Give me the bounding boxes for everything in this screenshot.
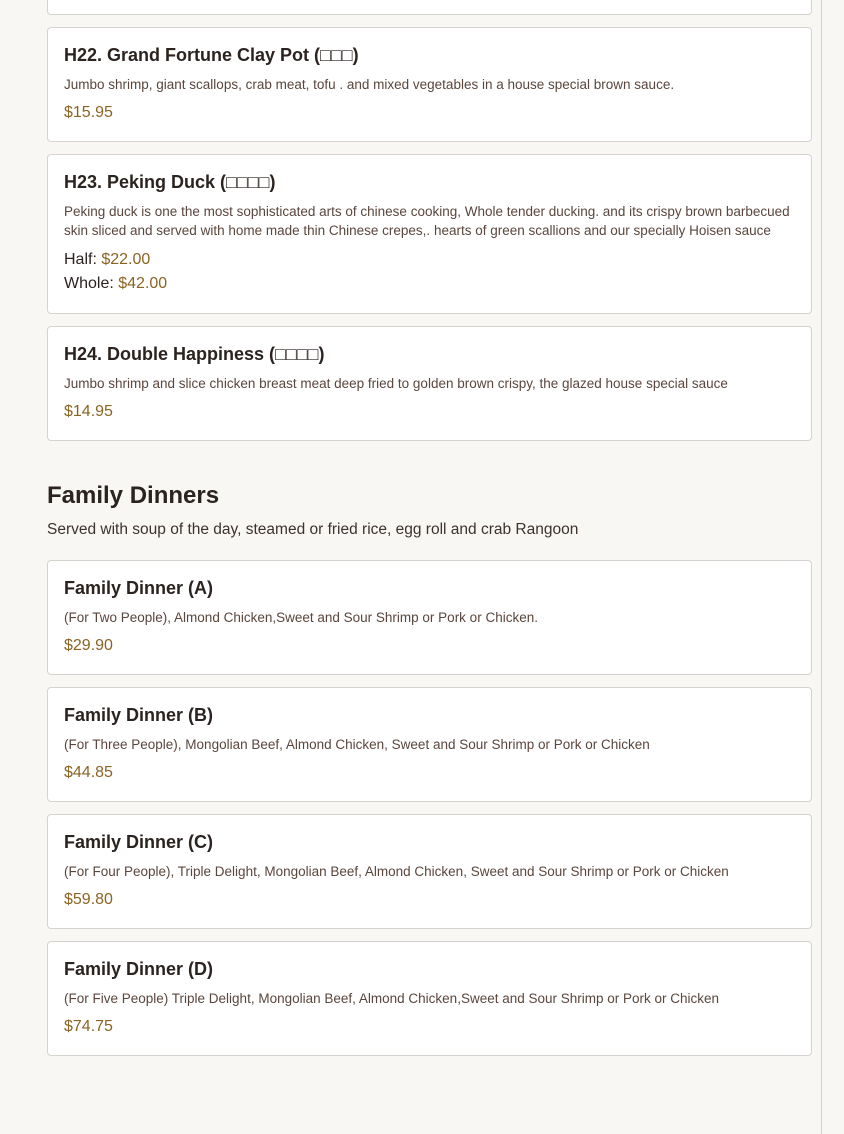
half-price-line (64, 248, 795, 272)
menu-item-card[interactable] (47, 687, 812, 802)
menu-item-title: H24. Double Happiness (□□□□) (64, 344, 325, 364)
menu-item-price: $29.90 (64, 637, 113, 654)
menu-item-description: (For Five People) Triple Delight, Mongolian Beef, Almond Chicken,Sweet and Sour Shrimp or Pork or Chicken (64, 991, 720, 1006)
menu-item-description: (For Four People), Triple Delight, Mongolian Beef, Almond Chicken, Sweet and Sour Shrimp or Pork or Chicken (64, 864, 729, 879)
menu-item-title: Family Dinner (B) (64, 705, 214, 725)
menu-item-price: $59.80 (64, 891, 113, 908)
menu-item-card[interactable] (47, 941, 812, 1056)
menu-item-card[interactable] (47, 154, 812, 314)
menu-item-card[interactable] (47, 560, 812, 675)
half-price-value: $22.00 (101, 251, 151, 268)
menu-item-title: Family Dinner (D) (64, 959, 214, 979)
menu-item-price: $44.85 (64, 764, 113, 781)
section-subtitle: Served with soup of the day, steamed or fried rice, egg roll and crab Rangoon (47, 521, 579, 538)
menu-item-card[interactable] (47, 814, 812, 929)
menu-item-title: Family Dinner (C) (64, 832, 214, 852)
menu-item-description: Jumbo shrimp, giant scallops, crab meat, tofu . and mixed vegetables in a house special brown sauce. (64, 77, 675, 92)
whole-price-label: Whole: (64, 275, 114, 292)
menu-item-description: Jumbo shrimp and slice chicken breast meat deep fried to golden brown crispy, the glazed house special sauce (64, 376, 728, 391)
menu-content (47, 0, 812, 1068)
menu-item-price: $15.95 (64, 104, 113, 121)
menu-item-price: $14.95 (64, 403, 113, 420)
whole-price-line (64, 272, 795, 296)
half-price-label: Half: (64, 251, 97, 268)
menu-item-card[interactable] (47, 27, 812, 142)
menu-item-price: $74.75 (64, 1018, 113, 1035)
menu-item-title: H23. Peking Duck (□□□□) (64, 172, 276, 192)
menu-item-description: Peking duck is one the most sophisticated arts of chinese cooking, Whole tender ducking. and its crispy brown barbecued skin sliced and served with home made thin Chinese crepes,. hearts of green scallions and our specially Hoisen sauce (64, 204, 790, 238)
menu-item-description: (For Two People), Almond Chicken,Sweet and Sour Shrimp or Pork or Chicken. (64, 610, 538, 625)
menu-item-description: (For Three People), Mongolian Beef, Almond Chicken, Sweet and Sour Shrimp or Pork or Chicken (64, 737, 650, 752)
menu-item-card[interactable] (47, 326, 812, 441)
menu-item-title: H22. Grand Fortune Clay Pot (□□□) (64, 45, 359, 65)
section-title-family-dinners: Family Dinners (47, 482, 220, 509)
whole-price-value: $42.00 (118, 275, 168, 292)
menu-item-card[interactable] (47, 0, 812, 15)
menu-item-title: Family Dinner (A) (64, 578, 214, 598)
